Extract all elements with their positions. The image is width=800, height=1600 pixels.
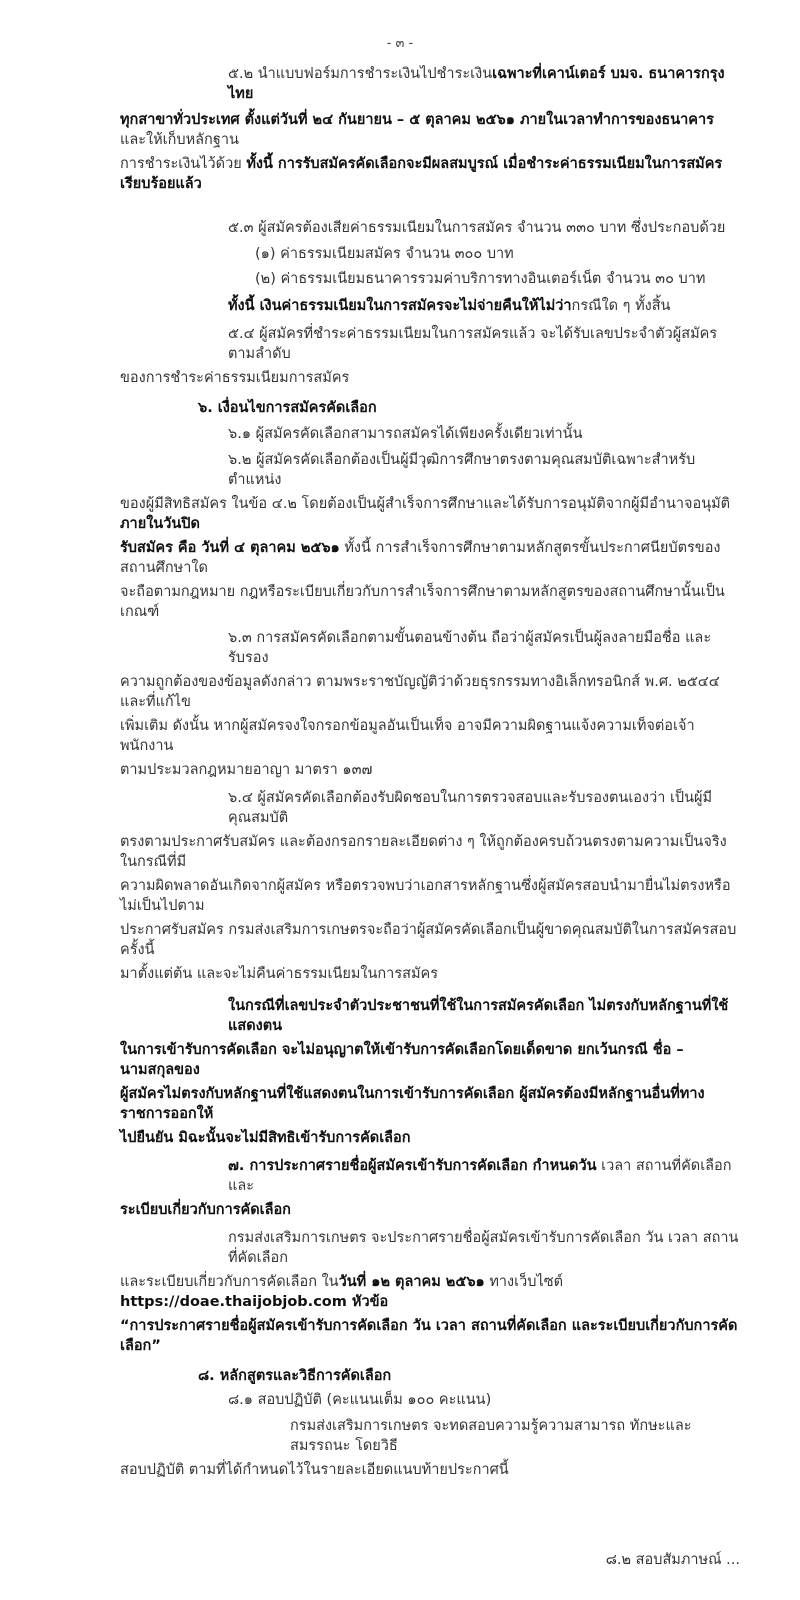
bold-text: ไปยืนยัน มิฉะนั้นจะไม่มีสิทธิเข้ารับการคัดเลือก xyxy=(120,1130,411,1146)
text: ของการชำระค่าธรรมเนียมการสมัคร xyxy=(120,370,350,386)
text: ทั้งนี้ การสำเร็จการศึกษาตามหลักสูตรขั้นประกาศนียบัตรของสถานศึกษาใด xyxy=(120,540,721,576)
bold-text: https://doae.thaijobjob.com หัวข้อ xyxy=(120,1294,389,1310)
text: และให้เก็บหลักฐาน xyxy=(120,132,239,148)
text-line xyxy=(0,964,740,984)
bold-text: เฉพาะที่เคาน์เตอร์ บมจ. ธนาคารกรุงไทย xyxy=(228,66,725,102)
text-line xyxy=(0,1200,740,1220)
bold-text: ในการเข้ารับการคัดเลือก จะไม่อนุญาตให้เข้ารับการคัดเลือกโดยเด็ดขาด ยกเว้นกรณี ชื่อ – นามสกุลของ xyxy=(120,1042,684,1078)
footer-continuation: ๘.๒ สอบสัมภาษณ์ ... xyxy=(605,1552,740,1568)
text: ตามประมวลกฎหมายอาญา มาตรา ๑๓๗ xyxy=(120,762,373,778)
text-line xyxy=(0,398,740,418)
text: การชำระเงินไว้ด้วย xyxy=(120,156,247,172)
bold-text: วันที่ ๑๒ ตุลาคม ๒๕๖๑ xyxy=(338,1274,485,1290)
text: เพิ่มเติม ดังนั้น หากผู้สมัครจงใจกรอกข้อมูลอันเป็นเท็จ อาจมีความผิดฐานแจ้งความเท็จต่อเจ้าพนักงาน xyxy=(120,718,695,754)
text-line xyxy=(0,1228,740,1268)
text: ๕.๔ ผู้สมัครที่ชำระค่าธรรมเนียมในการสมัครแล้ว จะได้รับเลขประจำตัวผู้สมัครตามลำดับ xyxy=(228,326,718,362)
text-line xyxy=(0,1390,740,1410)
text-line xyxy=(0,832,740,872)
text-line xyxy=(0,244,740,264)
bold-text: ๖. เงื่อนไขการสมัครคัดเลือก xyxy=(198,400,377,416)
text-line xyxy=(0,876,740,916)
text-line xyxy=(0,716,740,756)
bold-text: ที่คัดเลือก และระเบียบเกี่ยวกับการคัดเลือก” xyxy=(120,1318,738,1354)
text-line xyxy=(0,450,740,490)
text-line xyxy=(0,788,740,828)
text-line xyxy=(0,1460,740,1480)
text-line xyxy=(0,218,740,238)
bold-text: ๗. การประกาศรายชื่อผู้สมัครเข้ารับการคัดเลือก กำหนดวัน xyxy=(228,1158,597,1174)
text-line xyxy=(0,424,740,444)
text: ๖.๑ ผู้สมัครคัดเลือกสามารถสมัครได้เพียงครั้งเดียวเท่านั้น xyxy=(228,426,583,442)
text-line xyxy=(0,110,740,150)
bold-text: ในกรณีที่เลขประจำตัวประชาชนที่ใช้ในการสมัครคัดเลือก ไม่ตรงกับหลักฐานที่ใช้แสดงตน xyxy=(228,998,729,1034)
text: ทางเว็บไซต์ xyxy=(484,1274,563,1290)
text: (๒) ค่าธรรมเนียมธนาคารรวมค่าบริการทางอินเตอร์เน็ต จำนวน ๓๐ บาท xyxy=(255,271,706,287)
bold-text: ทั้งนี้ การรับสมัครคัดเลือกจะมีผลสมบูรณ์ เมื่อชำระค่าธรรมเนียมในการสมัครเรียบร้อยแล้ว xyxy=(120,156,723,192)
text-line xyxy=(0,1366,740,1386)
bold-text: ระเบียบเกี่ยวกับการคัดเลือก xyxy=(120,1202,291,1218)
text-line xyxy=(0,1128,740,1148)
bold-text: ๘. หลักสูตรและวิธีการคัดเลือก xyxy=(198,1368,392,1384)
text-line xyxy=(0,296,740,316)
text-line xyxy=(0,1272,740,1312)
text: ความถูกต้องของข้อมูลดังกล่าว ตามพระราชบัญญัติว่าด้วยธุรกรรมทางอิเล็กทรอนิกส์ พ.ศ. ๒๕๔๔ และที่แก้ไข xyxy=(120,674,720,710)
text-line xyxy=(0,760,740,780)
text: จะถือตามกฎหมาย กฎหรือระเบียบเกี่ยวกับการสำเร็จการศึกษาตามหลักสูตรของสถานศึกษานั้นเป็นเกณฑ์ xyxy=(120,584,725,620)
text-line xyxy=(0,628,740,668)
bold-text: ภายในวันปิด xyxy=(120,516,200,532)
text: ๖.๔ ผู้สมัครคัดเลือกต้องรับผิดชอบในการตรวจสอบและรับรองตนเองว่า เป็นผู้มีคุณสมบัติ xyxy=(228,790,713,826)
text-line xyxy=(0,1416,740,1456)
text: ของผู้มีสิทธิสมัคร ในข้อ ๔.๒ โดยต้องเป็นผู้สำเร็จการศึกษาและได้รับการอนุมัติจากผู้มีอำนาจอนุมัติ xyxy=(120,496,731,512)
text: ๕.๒ นำแบบฟอร์มการชำระเงินไปชำระเงิน xyxy=(228,66,493,82)
text-line xyxy=(0,64,740,104)
page-number: - ๓ - xyxy=(386,36,414,51)
text-line xyxy=(0,1156,740,1196)
text: เวลา สถานที่คัดเลือก และ xyxy=(228,1158,732,1194)
text: กรมส่งเสริมการเกษตร จะทดสอบความรู้ความสามารถ ทักษะและสมรรถนะ โดยวิธี xyxy=(290,1418,692,1454)
text: ๘.๑ สอบปฏิบัติ (คะแนนเต็ม ๑๐๐ คะแนน) xyxy=(228,1392,492,1408)
text-line xyxy=(0,368,740,388)
text: ๖.๓ การสมัครคัดเลือกตามขั้นตอนข้างต้น ถือว่าผู้สมัครเป็นผู้ลงลายมือชื่อ และรับรอง xyxy=(228,630,712,666)
bold-text: ทั้งนี้ เงินค่าธรรมเนียมในการสมัครจะไม่จ่ายคืนให้ไม่ว่า xyxy=(228,298,572,314)
text-line xyxy=(0,1316,740,1356)
text: ประกาศรับสมัคร กรมส่งเสริมการเกษตรจะถือว่าผู้สมัครคัดเลือกเป็นผู้ขาดคุณสมบัติในการสมัครสอบครั้งนี้ xyxy=(120,922,737,958)
text-line xyxy=(0,1084,740,1124)
text: ๖.๒ ผู้สมัครคัดเลือกต้องเป็นผู้มีวุฒิการศึกษาตรงตามคุณสมบัติเฉพาะสำหรับตำแหน่ง xyxy=(228,452,696,488)
text: มาตั้งแต่ต้น และจะไม่คืนค่าธรรมเนียมในการสมัคร xyxy=(120,966,439,982)
text: ๕.๓ ผู้สมัครต้องเสียค่าธรรมเนียมในการสมัคร จำนวน ๓๓๐ บาท ซึ่งประกอบด้วย xyxy=(228,220,726,236)
text-line xyxy=(0,920,740,960)
bold-text: ทุกสาขาทั่วประเทศ ตั้งแต่วันที่ ๒๔ กันยายน – ๕ ตุลาคม ๒๕๖๑ ภายในเวลาทำการของธนาคาร xyxy=(120,112,714,128)
text-line xyxy=(0,672,740,712)
text: สอบปฏิบัติ ตามที่ได้กำหนดไว้ในรายละเอียดแนบท้ายประกาศนี้ xyxy=(120,1462,509,1478)
text-line xyxy=(0,324,740,364)
text: (๑) ค่าธรรมเนียมสมัคร จำนวน ๓๐๐ บาท xyxy=(255,246,514,262)
text: และระเบียบเกี่ยวกับการคัดเลือก ใน xyxy=(120,1274,339,1290)
text-line xyxy=(0,494,740,534)
bold-text: รับสมัคร คือ วันที่ ๔ ตุลาคม ๒๕๖๑ xyxy=(120,540,340,556)
text-line xyxy=(0,154,740,194)
text-line xyxy=(0,269,740,289)
bold-text: “การประกาศรายชื่อผู้สมัครเข้ารับการคัดเลือก วัน เวลา สถาน xyxy=(120,1318,507,1334)
text: กรณีใด ๆ ทั้งสิ้น xyxy=(571,298,671,314)
text-line xyxy=(0,538,740,578)
text: ตรงตามประกาศรับสมัคร และต้องกรอกรายละเอียดต่าง ๆ ให้ถูกต้องครบถ้วนตรงตามความเป็นจริง ในกรณีที่มี xyxy=(120,834,727,870)
text-line xyxy=(0,996,740,1036)
text: ความผิดพลาดอันเกิดจากผู้สมัคร หรือตรวจพบว่าเอกสารหลักฐานซึ่งผู้สมัครสอบนำมายื่นไม่ตรงหรือไม่เป็นไปตาม xyxy=(120,878,731,914)
document-body xyxy=(0,56,800,1480)
text-line xyxy=(0,582,740,622)
text-line xyxy=(0,1040,740,1080)
bold-text: ผู้สมัครไม่ตรงกับหลักฐานที่ใช้แสดงตนในการเข้ารับการคัดเลือก ผู้สมัครต้องมีหลักฐานอื่นที่ทางราชการออกให้ xyxy=(120,1086,705,1122)
text: กรมส่งเสริมการเกษตร จะประกาศรายชื่อผู้สมัครเข้ารับการคัดเลือก วัน เวลา สถานที่คัดเลือก xyxy=(228,1230,739,1266)
